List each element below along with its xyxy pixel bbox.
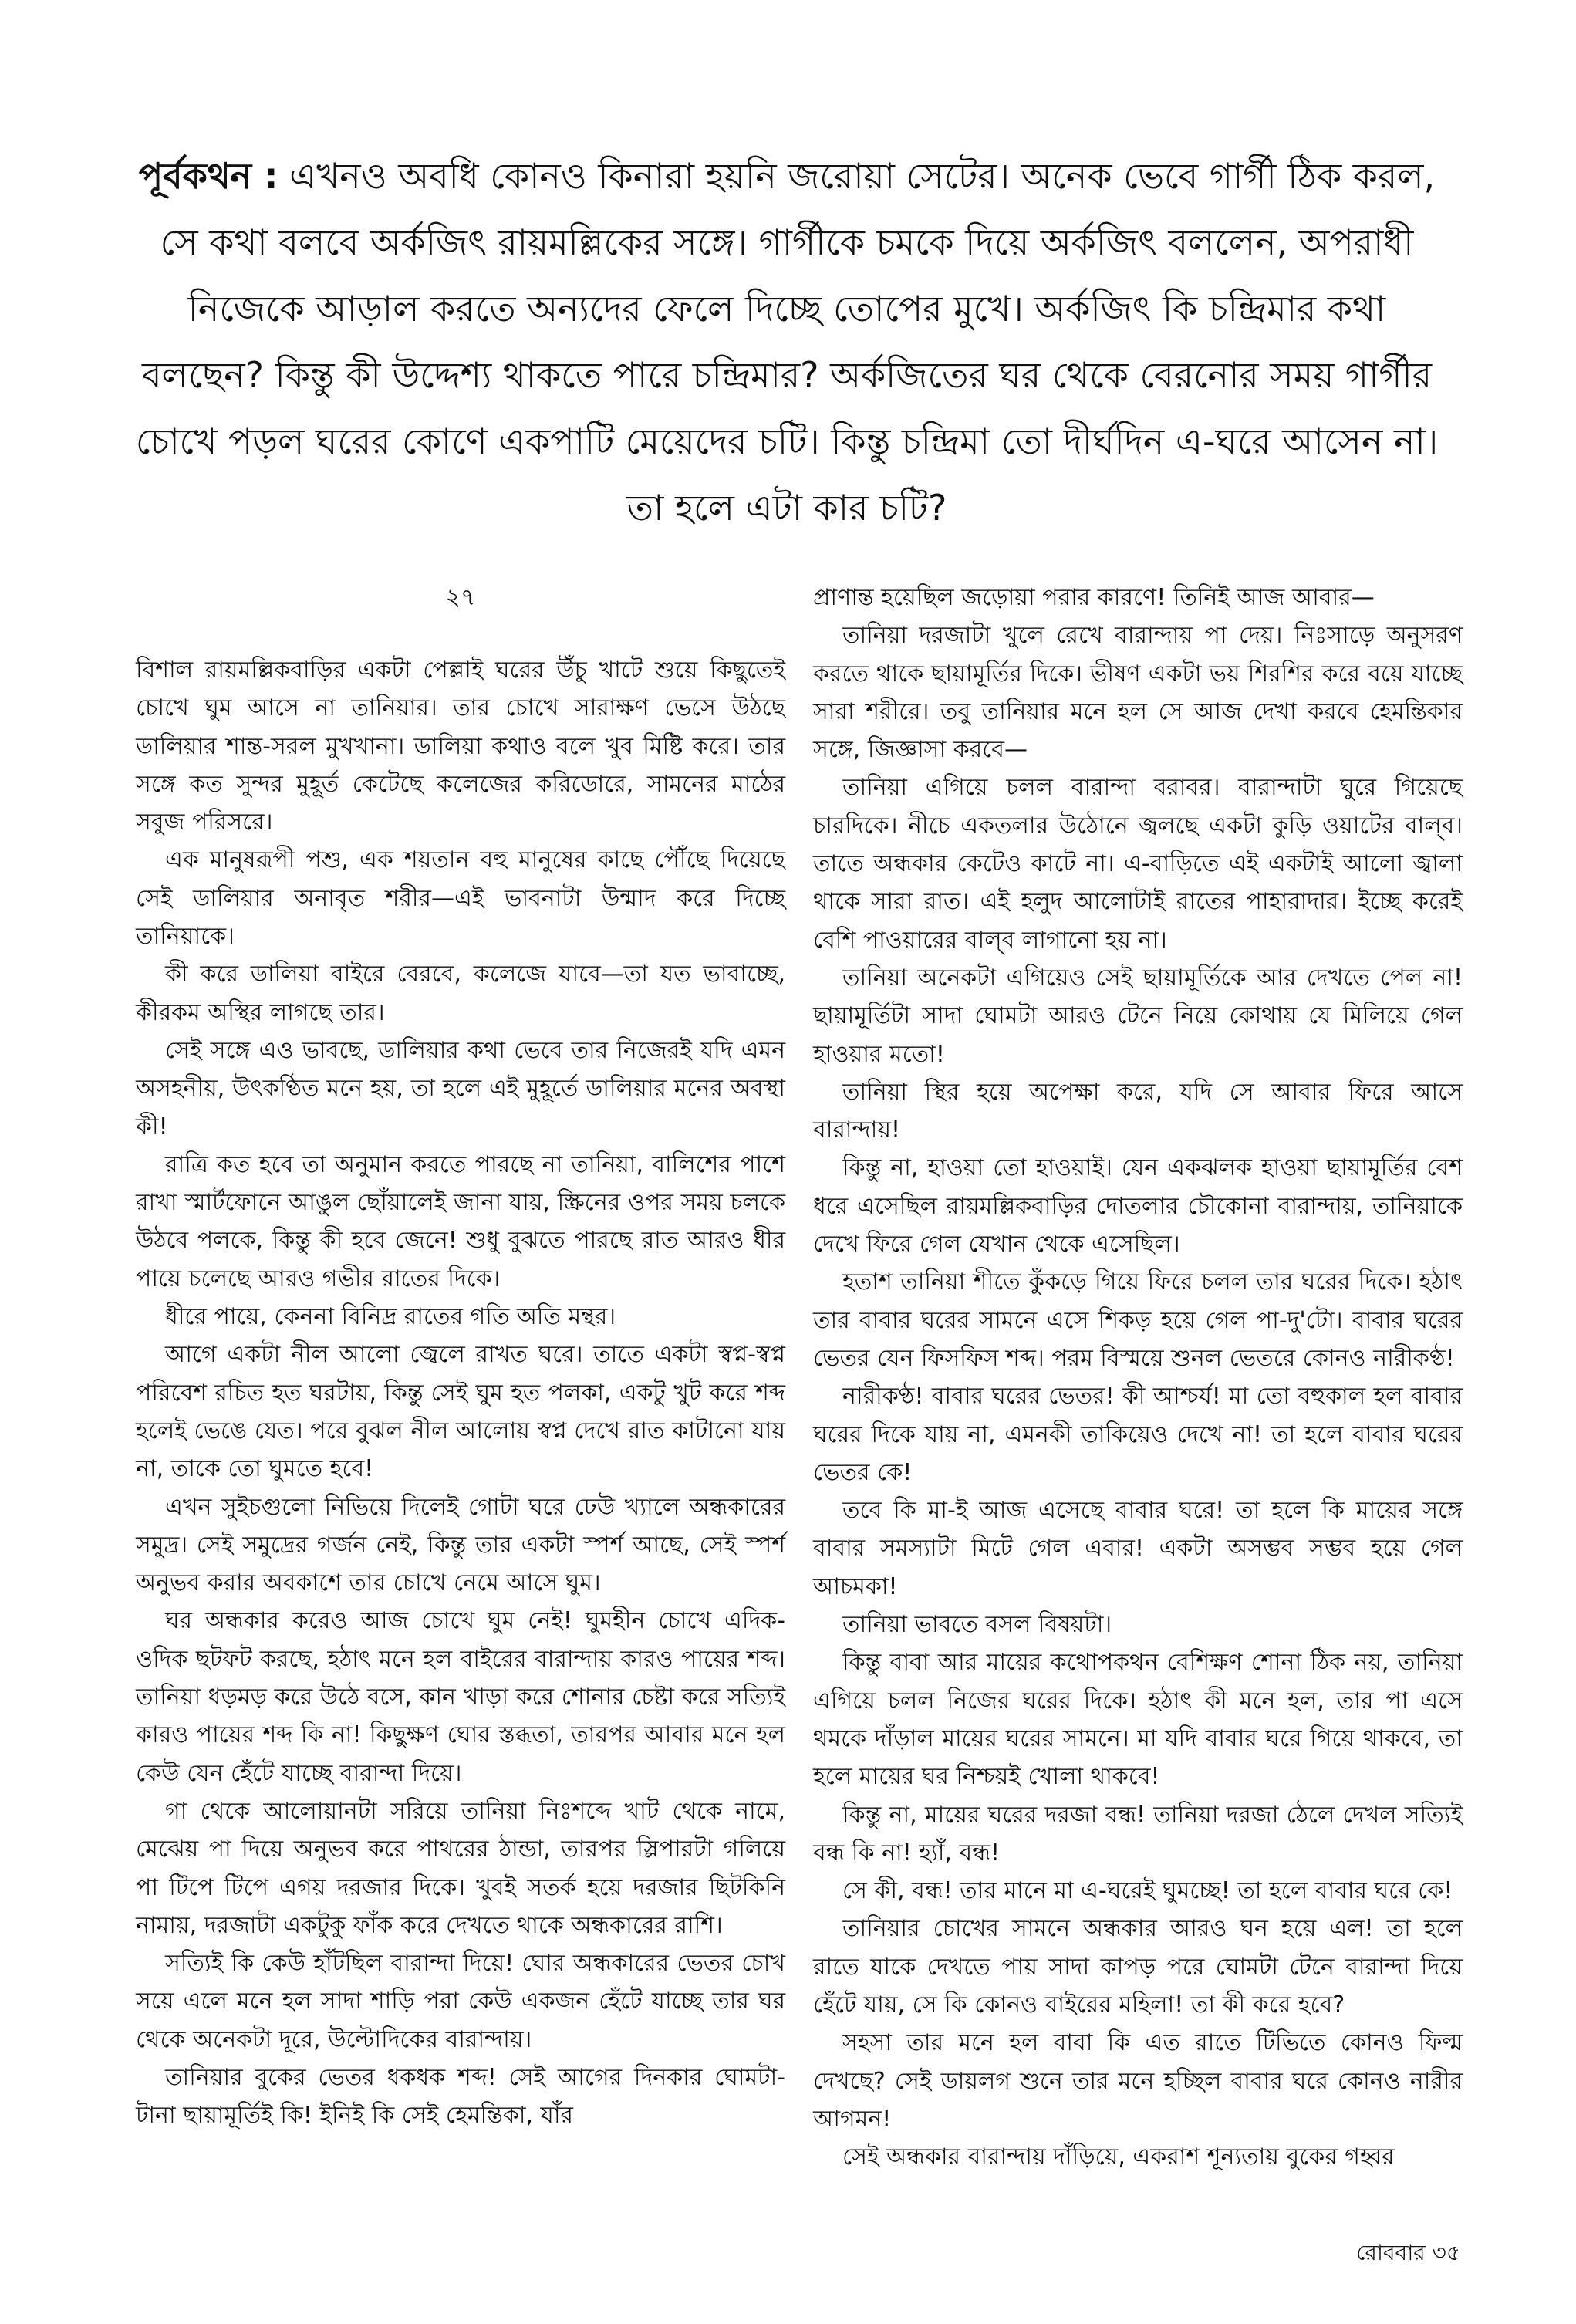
- paragraph: সে কী, বন্ধ! তার মানে মা এ-ঘরেই ঘুমচ্ছে! তা হলে বাবার ঘরে কে!: [842, 1877, 1453, 1905]
- right-column: [813, 579, 1463, 2176]
- paragraph: ধীরে পায়ে, কেননা বিনিদ্র রাতের গতি অতি মন্থর।: [165, 1303, 616, 1331]
- paragraph: কিন্তু বাবা আর মায়ের কথোপকথন বেশিক্ষণ শোনা ঠিক নয়, তানিয়া এগিয়ে চলল নিজের ঘরের দিকে। হঠাৎ কী মনে হল, তার পা এসে থমকে দাঁড়াল মায়ের ঘরের সামনে। মা যদি বাবার ঘরে গিয়ে থাকবে, তা হলে মায়ের ঘর নিশ্চয়ই খোলা থাকবে!: [813, 1649, 1463, 1791]
- chapter-number: ২৭: [445, 584, 476, 611]
- left-column: [136, 579, 785, 2135]
- paragraph: তানিয়া অনেকটা এগিয়েও সেই ছায়ামূর্তিকে আর দেখতে পেল না! ছায়ামূর্তিটা সাদা ঘোমটা আরও টেনে নিয়ে কোথায় যে মিলিয়ে গেল হাওয়ার মতো!: [813, 964, 1463, 1068]
- paragraph: প্রাণান্ত হয়েছিল জড়োয়া পরার কারণে! তিনিই আজ আবার—: [813, 584, 1375, 611]
- paragraph: এক মানুষরূপী পশু, এক শয়তান বহু মানুষের কাছে পৌঁছে দিয়েছে সেই ডালিয়ার অনাবৃত শরীর—এই ভাবনাটা উন্মাদ করে দিচ্ছে তানিয়াকে।: [136, 846, 785, 951]
- page-folio: রোববার ৩৫: [1356, 2240, 1460, 2265]
- paragraph: আগে একটা নীল আলো জ্বেলে রাখত ঘরে। তাতে একটা স্বপ্ন-স্বপ্ন পরিবেশ রচিত হত ঘরটায়, কিন্তু সেই ঘুম হত পলকা, একটু খুট করে শব্দ হলেই ভেঙে যেত। পরে বুঝল নীল আলোয় স্বপ্ন দেখে রাত কাটানো যায় না, তাকে তো ঘুমতে হবে!: [136, 1341, 785, 1483]
- paragraph: সেই সঙ্গে এও ভাবছে, ডালিয়ার কথা ভেবে তার নিজেরই যদি এমন অসহনীয়, উৎকণ্ঠিত মনে হয়, তা হলে এই মুহূর্তে ডালিয়ার মনের অবস্থা কী!: [136, 1036, 785, 1140]
- paragraph: তবে কি মা-ই আজ এসেছে বাবার ঘরে! তা হলে কি মায়ের সঙ্গে বাবার সমস্যাটা মিটে গেল এবার! একটা অসম্ভব সম্ভব হয়ে গেল আচমকা!: [813, 1497, 1463, 1600]
- previously-summary: [123, 143, 1450, 541]
- paragraph: হতাশ তানিয়া শীতে কুঁকড়ে গিয়ে ফিরে চলল তার ঘরের দিকে। হঠাৎ তার বাবার ঘরের সামনে এসে শিকড় হয়ে গেল পা-দু'টো। বাবার ঘরের ভেতর যেন ফিসফিস শব্দ। পরম বিস্ময়ে শুনল ভেতরে কোনও নারীকণ্ঠ!: [813, 1268, 1463, 1372]
- paragraph: কী করে ডালিয়া বাইরে বেরবে, কলেজে যাবে—তা যত ভাবাচ্ছে, কীরকম অস্থির লাগছে তার।: [136, 961, 785, 1026]
- paragraph: ঘর অন্ধকার করেও আজ চোখে ঘুম নেই! ঘুমহীন চোখে এদিক-ওদিক ছটফট করছে, হঠাৎ মনে হল বাইরের বারান্দায় কারও পায়ের শব্দ। তানিয়া ধড়মড় করে উঠে বসে, কান খাড়া করে শোনার চেষ্টা করে সত্যিই কারও পায়ের শব্দ কি না! কিছুক্ষণ ঘোর স্তব্ধতা, তারপর আবার মনে হল কেউ যেন হেঁটে যাচ্ছে বারান্দা দিয়ে।: [136, 1607, 785, 1787]
- paragraph: কিন্তু না, হাওয়া তো হাওয়াই। যেন একঝলক হাওয়া ছায়ামূর্তির বেশ ধরে এসেছিল রায়মল্লিকবাড়ির দোতলার চৌকোনা বারান্দায়, তানিয়াকে দেখে ফিরে গেল যেখান থেকে এসেছিল।: [813, 1154, 1463, 1258]
- paragraph: রাত্রি কত হবে তা অনুমান করতে পারছে না তানিয়া, বালিশের পাশে রাখা স্মার্টফোনে আঙুল ছোঁয়ালেই জানা যায়, স্ক্রিনের ওপর সময় চলকে উঠবে পলকে, কিন্তু কী হবে জেনে! শুধু বুঝতে পারছে রাত আরও ধীর পায়ে চলেছে আরও গভীর রাতের দিকে।: [136, 1150, 785, 1292]
- paragraph: কিন্তু না, মায়ের ঘরের দরজা বন্ধ! তানিয়া দরজা ঠেলে দেখল সত্যিই বন্ধ কি না! হ্যাঁ, বন্ধ!: [813, 1801, 1463, 1866]
- paragraph: তানিয়া স্থির হয়ে অপেক্ষা করে, যদি সে আবার ফিরে আসে বারান্দায়!: [813, 1078, 1463, 1144]
- paragraph: তানিয়া ভাবতে বসল বিষয়টা।: [842, 1611, 1112, 1639]
- paragraph: এখন সুইচগুলো নিভিয়ে দিলেই গোটা ঘরে ঢেউ খ্যালে অন্ধকারের সমুদ্র। সেই সমুদ্রের গর্জন নেই, কিন্তু তার একটা স্পর্শ আছে, সেই স্পর্শ অনুভব করার অবকাশে তার চোখে নেমে আসে ঘুম।: [136, 1493, 785, 1597]
- paragraph: তানিয়া এগিয়ে চলল বারান্দা বরাবর। বারান্দাটা ঘুরে গিয়েছে চারদিকে। নীচে একতলার উঠোনে জ্বলছে একটা কুড়ি ওয়াটের বাল্‌ব। তাতে অন্ধকার কেটেও কাটে না। এ-বাড়িতে এই একটাই আলো জ্বালা থাকে সারা রাত। এই হলুদ আলোটাই রাতের পাহারাদার। ইচ্ছে করেই বেশি পাওয়ারের বাল্‌ব লাগানো হয় না।: [813, 774, 1463, 954]
- paragraph: সত্যিই কি কেউ হাঁটছিল বারান্দা দিয়ে! ঘোর অন্ধকারের ভেতর চোখ সয়ে এলে মনে হল সাদা শাড়ি পরা কেউ একজন হেঁটে যাচ্ছে তার ঘর থেকে অনেকটা দূরে, উল্টোদিকের বারান্দায়।: [136, 1950, 785, 2053]
- summary-text: এখনও অবধি কোনও কিনারা হয়নি জরোয়া সেটের। অনেক ভেবে গার্গী ঠিক করল, সে কথা বলবে অর্কজিৎ রায়মল্লিকের সঙ্গে। গার্গীকে চমকে দিয়ে অর্কজিৎ বললেন, অপরাধী নিজেকে আড়াল করতে অন্যদের ফেলে দিচ্ছে তোপের মুখে। অর্কজিৎ কি চন্দ্রিমার কথা বলছেন? কিন্তু কী উদ্দেশ্য থাকতে পারে চন্দ্রিমার? অর্কজিতের ঘর থেকে বেরনোর সময় গার্গীর চোখে পড়ল ঘরের কোণে একপাটি মেয়েদের চটি। কিন্তু চন্দ্রিমা তো দীর্ঘদিন এ-ঘরে আসেন না। তা হলে এটা কার চটি?: [135, 155, 1439, 529]
- paragraph: গা থেকে আলোয়ানটা সরিয়ে তানিয়া নিঃশব্দে খাট থেকে নামে, মেঝেয় পা দিয়ে অনুভব করে পাথরের ঠান্ডা, তারপর স্লিপারটা গলিয়ে পা টিপে টিপে এগয় দরজার দিকে। খুবই সতর্ক হয়ে দরজার ছিটকিনি নামায়, দরজাটা একটুকু ফাঁক করে দেখতে থাকে অন্ধকারের রাশি।: [136, 1797, 785, 1939]
- summary-label: পূর্বকথন :: [138, 155, 278, 197]
- paragraph: সেই অন্ধকার বারান্দায় দাঁড়িয়ে, একরাশ শূন্যতায় বুকের গহ্বর: [842, 2143, 1395, 2171]
- paragraph: তানিয়া দরজাটা খুলে রেখে বারান্দায় পা দেয়। নিঃসাড়ে অনুসরণ করতে থাকে ছায়ামূর্তির দিকে। ভীষণ একটা ভয় শিরশির করে বয়ে যাচ্ছে সারা শরীরে। তবু তানিয়ার মনে হল সে আজ দেখা করবে হেমন্তিকার সঙ্গে, জিজ্ঞাসা করবে—: [813, 622, 1463, 764]
- paragraph: তানিয়ার চোখের সামনে অন্ধকার আরও ঘন হয়ে এল! তা হলে রাতে যাকে দেখতে পায় সাদা কাপড় পরে ঘোমটা টেনে বারান্দা দিয়ে হেঁটে যায়, সে কি কোনও বাইরের মহিলা! তা কী করে হবে?: [813, 1915, 1463, 2018]
- paragraph: সহসা তার মনে হল বাবা কি এত রাতে টিভিতে কোনও ফিল্ম দেখছে? সেই ডায়লগ শুনে তার মনে হচ্ছিল বাবার ঘরে কোনও নারীর আগমন!: [813, 2029, 1463, 2133]
- paragraph: তানিয়ার বুকের ভেতর ধকধক শব্দ! সেই আগের দিনকার ঘোমটা-টানা ছায়ামূর্তিই কি! ইনিই কি সেই হেমন্তিকা, যাঁর: [136, 2063, 785, 2130]
- paragraph: বিশাল রায়মল্লিকবাড়ির একটা পেল্লাই ঘরের উঁচু খাটে শুয়ে কিছুতেই চোখে ঘুম আসে না তানিয়ার। তার চোখে সারাক্ষণ ভেসে উঠছে ডালিয়ার শান্ত-সরল মুখখানা। ডালিয়া কথাও বলে খুব মিষ্টি করে। তার সঙ্গে কত সুন্দর মুহূর্ত কেটেছে কলেজের করিডোরে, সামনের মাঠের সবুজ পরিসরে।: [136, 657, 785, 836]
- paragraph: নারীকণ্ঠ! বাবার ঘরের ভেতর! কী আশ্চর্য! মা তো বহুকাল হল বাবার ঘরের দিকে যায় না, এমনকী তাকিয়েও দেখে না! তা হলে বাবার ঘরের ভেতর কে!: [813, 1383, 1463, 1486]
